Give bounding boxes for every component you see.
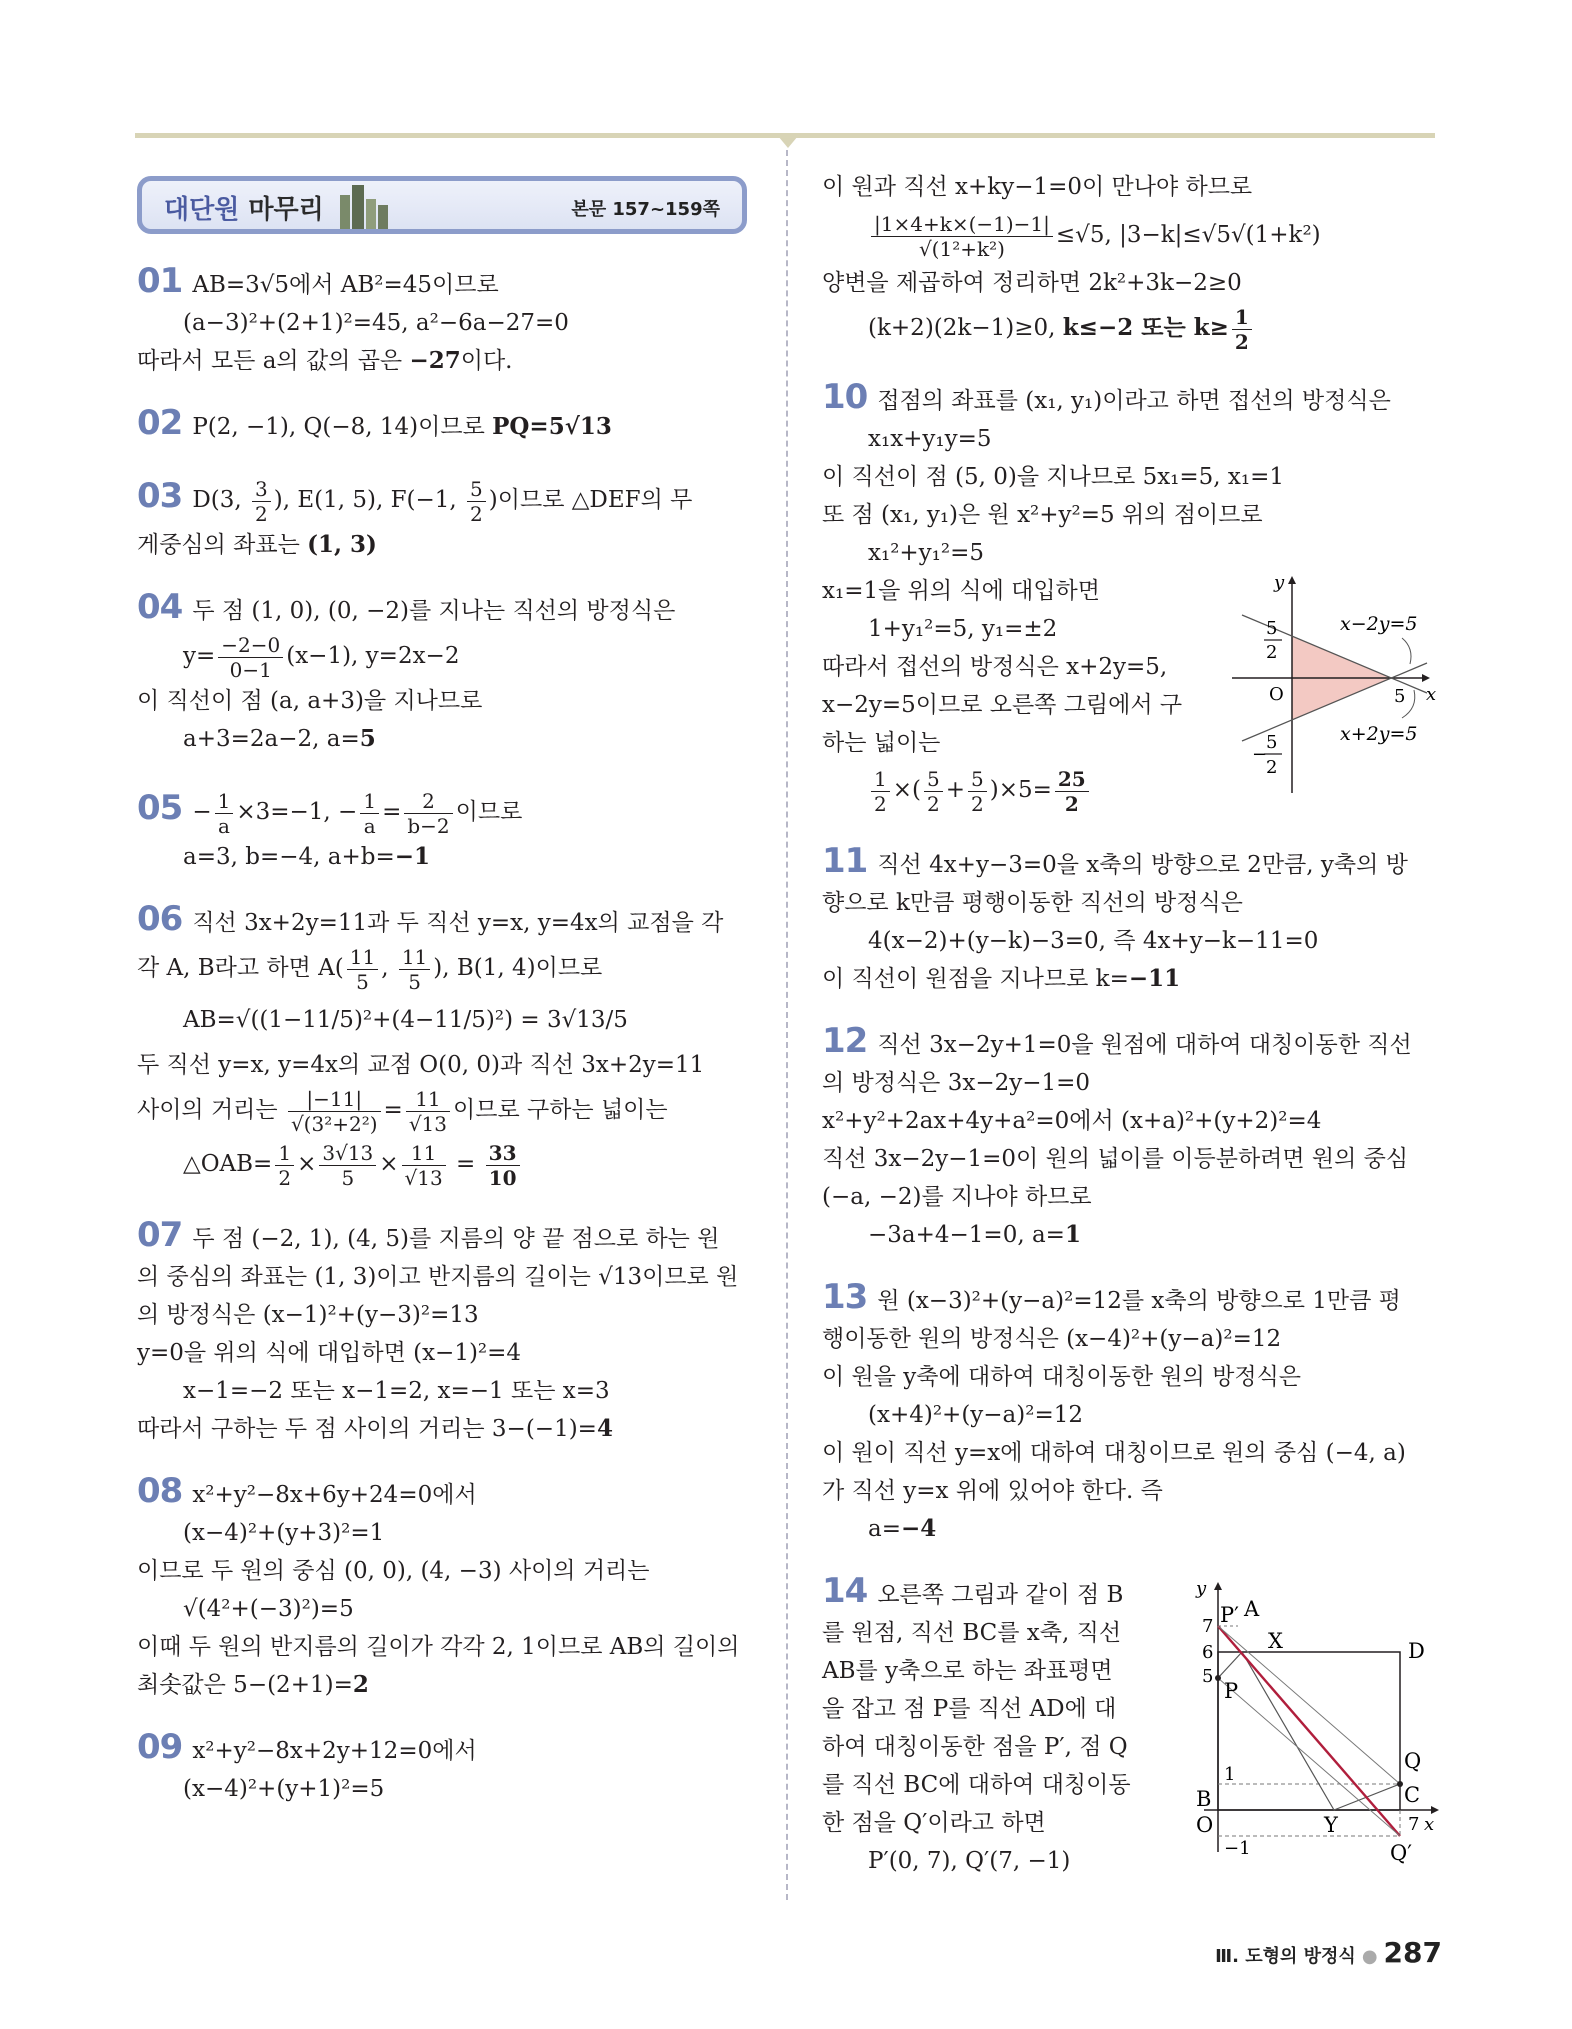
text: x²+y²−8x+6y+24=0에서 [192,1482,477,1508]
problem-08 [137,1472,757,1704]
problem-09-start [137,1728,757,1808]
fraction: $\frac{5}{2}$ [924,767,943,816]
fraction: $\frac{5}{2}$ [467,477,486,526]
fraction: $\frac{3√13}{5}$ [319,1141,376,1190]
bullet-icon: ● [1361,1946,1378,1967]
text: 따라서 접선의 방정식은 x+2y=5, [822,654,1168,680]
text: −3a+4−1=0, a= [868,1222,1065,1248]
answer: k≤−2 또는 k≥ [1062,314,1229,341]
equation: P′(0, 7), Q′(7, −1) [868,1848,1071,1874]
label-p-prime: P′ [1220,1603,1239,1627]
text: y= [183,643,216,669]
text: 의 중심의 좌표는 (1, 3)이고 반지름의 길이는 √13이므로 원 [137,1264,739,1290]
problem-number: 10 [822,377,868,417]
text: (−a, −2)를 지나야 하므로 [822,1184,1092,1210]
text: 이 직선이 점 (a, a+3)을 지나므로 [137,688,483,714]
text: 이 원을 y축에 대하여 대칭이동한 원의 방정식은 [822,1364,1302,1390]
text: 최솟값은 5−(2+1)= [137,1672,353,1698]
answer: −4 [900,1515,937,1542]
x-label: x [1426,684,1437,705]
problem-number: 09 [137,1727,183,1767]
problem-10: 10 접점의 좌표를 (x₁, y₁)이라고 하면 접선의 방정식은 x₁x+y₁y=5 이 직선이 점 (5, 0)을 지나므로 5x₁=5, x₁=1 또 점 (x₁, y₁)은 원 x²+y²=5 위의 점이므로 x₁²+y₁²=5 x₁=1을 위의 식에 대입하면 1+y₁²=5, y₁=±2 따라서 접선의 방정식은 x+2y=5, x−2y=5이므로 오른쪽 그림에서 구 하는 넓이는 $\frac{1}{2}$ ×( $\frac{5}{2}$ + $\frac{5}{2}$ )×5= $\frac{25}{2}$ y x O 5 5 2 5 − 2 x−2y=5 x+2y=5 [822,378,1442,818]
text: )이므로 △DEF의 무 [488,487,693,513]
answer: 5 [359,725,376,752]
equation: (x−4)²+(y+1)²=5 [183,1776,385,1802]
answer-fraction: $\frac{25}{2}$ [1055,767,1089,816]
text: x₁=1을 위의 식에 대입하면 [822,578,1100,604]
fraction: $\frac{1}{2}$ [871,767,890,816]
text: AB=3√5에서 AB²=45이므로 [192,272,499,298]
label-y-point: Y [1324,1813,1338,1837]
tick-6: 6 [1202,1642,1214,1663]
tick-7: 7 [1202,1616,1214,1637]
equation: x−1=−2 또는 x−1=2, x=−1 또는 x=3 [183,1378,610,1404]
label-x-minus-2y: x−2y=5 [1340,613,1418,635]
problem-05: 05 − $\frac{1}{a}$ ×3=−1, − $\frac{1}{a}$ = $\frac{2}{b-2}$ 이므로 a=3, b=−4, a+b=−1 [137,788,523,870]
answer: (1, 3) [307,531,377,558]
y-label: y [1196,1578,1207,1599]
fraction: $\frac{1}{2}$ [275,1141,294,1190]
right-column [822,168,1442,1880]
y-axis-arrow-icon [1214,1582,1222,1590]
label-a: A [1244,1597,1260,1621]
text: a= [868,1516,901,1542]
problem-04 [137,588,757,758]
text: AB를 y축으로 하는 좌표평면 [822,1658,1113,1684]
building-icon [334,181,394,229]
equation: x₁²+y₁²=5 [868,540,985,566]
answer: −27 [409,347,461,374]
section-banner [137,176,747,234]
tick-5: 5 [1202,1666,1214,1687]
text: 직선 3x−2y+1=0을 원점에 대하여 대칭이동한 직선 [877,1032,1412,1058]
text: 또 점 (x₁, y₁)은 원 x²+y²=5 위의 점이므로 [822,502,1263,528]
answer-fraction: $\frac{33}{10}$ [486,1141,520,1190]
fraction: $\frac{1}{a}$ [215,789,234,838]
fraction: $\frac{3}{2}$ [252,477,271,526]
fraction: $\frac{11}{√13}$ [402,1141,446,1190]
fraction: $\frac{11}{5}$ [399,945,430,994]
banner-page-ref: 본문 157~159쪽 [571,199,720,220]
text: a=3, b=−4, a+b= [183,844,395,870]
text: 이 원과 직선 x+ky−1=0이 만나야 하므로 [822,174,1253,200]
fraction: $\frac{2}{b-2}$ [404,789,452,838]
text: 의 방정식은 (x−1)²+(y−3)²=13 [137,1302,479,1328]
tick-5: 5 [1394,686,1406,707]
text: 이 직선이 점 (5, 0)을 지나므로 5x₁=5, x₁=1 [822,464,1285,490]
problem-06: 06 직선 3x+2y=11과 두 직선 y=x, y=4x의 교점을 각 각 A, B라고 하면 A( $\frac{11}{5}$ , $\frac{11}{5}$ ), B(1, 4)이므로 AB=√((1−11/5)²+(4−11/5)²) = 3√13/5 두 직선 y=x, y=4x의 교점 O(0, 0)과 직선 3x+2y=11 사이의 거리는 $\frac{|-11|}{\text{√(3²+2²)}}$ = $\frac{11}{√13}$ 이므로 구하는 넓이는 △OAB= $\frac{1}{2}$ × $\frac{3√13}{5}$ × $\frac{11}{√13}$ = $\frac{33}{10}$ [137,900,757,1192]
text: 두 점 (−2, 1), (4, 5)를 지름의 양 끝 점으로 하는 원 [192,1226,720,1252]
problem-number: 11 [822,841,868,881]
label-origin: O [1196,1813,1214,1837]
problem-number: 06 [137,899,183,939]
text: 따라서 모든 a의 값의 곱은 [137,348,410,374]
text: 두 직선 y=x, y=4x의 교점 O(0, 0)과 직선 3x+2y=11 [137,1052,705,1078]
banner-title: 대단원 마무리 [164,195,324,225]
fraction: $\frac{11}{5}$ [347,945,378,994]
label-q: Q [1404,1749,1422,1773]
left-column [137,262,757,1808]
top-rule-notch [778,136,798,148]
svg-text:−: − [1252,744,1268,765]
equation: 1+y₁²=5, y₁=±2 [868,616,1058,642]
text: 직선 3x+2y=11과 두 직선 y=x, y=4x의 교점을 각 [192,910,724,936]
text: 이 원이 직선 y=x에 대하여 대칭이므로 원의 중심 (−4, a) [822,1440,1406,1466]
equation: (a−3)²+(2+1)²=45, a²−6a−27=0 [183,310,569,336]
answer: 2 [352,1671,369,1698]
equation: x₁x+y₁y=5 [868,426,992,452]
answer: PQ=5√13 [492,413,612,440]
problem-number: 07 [137,1215,183,1255]
text: 이 직선이 원점을 지나므로 k= [822,966,1129,992]
text: 하는 넓이는 [822,730,941,756]
problem-number: 14 [822,1571,868,1611]
text: 하여 대칭이동한 점을 P′, 점 Q [822,1734,1128,1760]
text: 오른쪽 그림과 같이 점 B [877,1582,1124,1608]
text: 직선 4x+y−3=0을 x축의 방향으로 2만큼, y축의 방 [877,852,1408,878]
text: D(3, [192,487,249,513]
problem-13 [822,1278,1442,1548]
text: x²+y²+2ax+4y+a²=0에서 (x+a)²+(y+2)²=4 [822,1108,1322,1134]
equation: 4(x−2)+(y−k)−3=0, 즉 4x+y−k−11=0 [868,928,1319,954]
equation: AB=√((1−11/5)²+(4−11/5)²) = 3√13/5 [183,1007,628,1033]
text: 을 잡고 점 P를 직선 AD에 대 [822,1696,1117,1722]
text: 게중심의 좌표는 [137,532,308,558]
fraction: $\frac{5}{2}$ [968,767,987,816]
chapter-label: Ⅲ. 도형의 방정식 [1215,1946,1356,1967]
answer: −1 [394,843,431,870]
text: 를 직선 BC에 대하여 대칭이동 [822,1772,1131,1798]
problem-number: 02 [137,403,183,443]
problem-number: 12 [822,1021,868,1061]
text: (x−1), y=2x−2 [286,643,460,669]
text: ), E(1, 5), F(−1, [273,487,465,513]
label-b: B [1196,1787,1212,1811]
problem-number: 03 [137,476,183,516]
problem-number: 01 [137,261,183,301]
label-x-point: X [1268,1629,1283,1653]
text: 직선 3x−2y−1=0이 원의 넓이를 이등분하려면 원의 중심 [822,1146,1409,1172]
fraction: $\frac{11}{√13}$ [406,1087,450,1136]
y-label: y [1274,572,1285,593]
answer-fraction: $\frac{1}{2}$ [1232,305,1252,354]
fraction: $\frac{1}{a}$ [360,789,379,838]
text: 원 (x−3)²+(y−a)²=12를 x축의 방향으로 1만큼 평 [877,1288,1401,1314]
problem-09-cont: 이 원과 직선 x+ky−1=0이 만나야 하므로 $\frac{|1\times 4+k\times(-1)-1|}{\text{√(1²+k²)}}$ ≤√5, |3−k|≤√5√(1+k²) 양변을 제곱하여 정리하면 2k²+3k−2≥0 (k+2)(2k−1)≥0, k≤−2 또는 k≥ $\frac{1}{2}$ [822,168,1442,354]
fraction: $\frac{|-11|}{\text{√(3²+2²)}}$ [288,1087,381,1136]
text: x−2y=5이므로 오른쪽 그림에서 구 [822,692,1183,718]
problem-14 [822,1572,1442,1880]
equation: √(4²+(−3)²)=5 [183,1596,354,1622]
x-label: x [1424,1814,1435,1835]
page-footer [1215,1936,1442,1969]
text: a+3=2a−2, a= [183,726,360,752]
problem-number: 05 [137,788,183,828]
equation: (x−4)²+(y+3)²=1 [183,1520,385,1546]
text: 를 원점, 직선 BC를 x축, 직선 [822,1620,1122,1646]
text: 이다. [460,348,513,374]
tick-bottom-den: 2 [1266,757,1278,778]
problem-07 [137,1216,757,1448]
problem-02 [137,404,757,446]
text: 한 점을 Q′이라고 하면 [822,1810,1046,1836]
problem-14-graph [1184,1572,1442,1872]
tick-top-den: 2 [1266,642,1278,663]
problem-01 [137,262,757,380]
tick-bottom-num: 5 [1266,732,1278,753]
tick-x-7: 7 [1408,1814,1420,1835]
text: 향으로 k만큼 평행이동한 직선의 방정식은 [822,890,1243,916]
tick-minus-1: −1 [1224,1838,1251,1859]
x-axis-arrow-icon [1422,674,1430,682]
label-q-prime: Q′ [1390,1841,1412,1865]
segment-p-prime-q-prime [1218,1626,1400,1836]
segment-x-y [1242,1652,1334,1810]
page-number: 287 [1383,1936,1442,1969]
tick-top-num: 5 [1266,618,1278,639]
text: x²+y²−8x+2y+12=0에서 [192,1738,477,1764]
y-axis-arrow-icon [1288,576,1296,584]
text: 의 방정식은 3x−2y−1=0 [822,1070,1091,1096]
problem-12 [822,1022,1442,1254]
x-axis-arrow-icon [1431,1806,1439,1814]
problem-number: 04 [137,587,183,627]
equation: (x+4)²+(y−a)²=12 [868,1402,1083,1428]
text: 접점의 좌표를 (x₁, y₁)이라고 하면 접선의 방정식은 [877,388,1391,414]
text: y=0을 위의 식에 대입하면 (x−1)²=4 [137,1340,522,1366]
text: P(2, −1), Q(−8, 14)이므로 [192,414,493,440]
text: 두 점 (1, 0), (0, −2)를 지나는 직선의 방정식은 [192,598,676,624]
text: 행이동한 원의 방정식은 (x−4)²+(y−a)²=12 [822,1326,1282,1352]
fraction: $\frac{|1\times 4+k\times(-1)-1|}{\text{√(1²+k²)}}$ [871,212,1053,261]
label-x-plus-2y: x+2y=5 [1340,723,1418,745]
text: 이때 두 원의 반지름의 길이가 각각 2, 1이므로 AB의 길이의 [137,1634,740,1660]
tick-1: 1 [1224,1764,1236,1785]
problem-11 [822,842,1442,998]
origin-label: O [1269,684,1284,705]
label-d: D [1408,1639,1425,1663]
problem-number: 08 [137,1471,183,1511]
label-c: C [1404,1783,1421,1807]
label-p: P [1224,1679,1239,1703]
problem-number: 13 [822,1277,868,1317]
text: 따라서 구하는 두 점 사이의 거리는 3−(−1)= [137,1416,597,1442]
problem-03 [137,470,757,564]
segment-p-x [1218,1652,1242,1678]
text: 이므로 두 원의 중심 (0, 0), (4, −3) 사이의 거리는 [137,1558,650,1584]
column-divider [786,150,788,1900]
answer: 1 [1064,1221,1081,1248]
answer: 4 [596,1415,613,1442]
answer: −11 [1128,965,1181,992]
text: 양변을 제곱하여 정리하면 2k²+3k−2≥0 [822,270,1242,296]
problem-10-graph [1222,568,1442,798]
text: 가 직선 y=x 위에 있어야 한다. 즉 [822,1478,1163,1504]
fraction: $\frac{-2-0}{0-1}$ [218,633,283,682]
